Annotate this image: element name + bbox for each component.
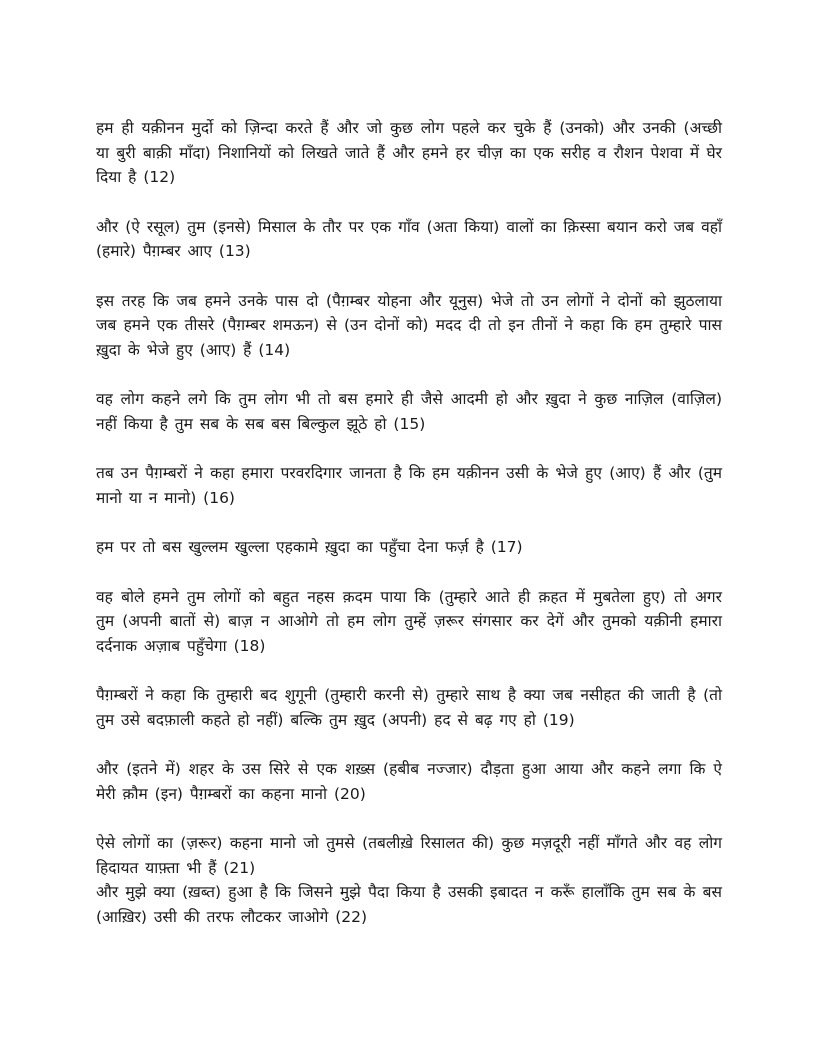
verse-22: और मुझे क्या (ख़ब्त) हुआ है कि जिसने मुझे पैदा किया है उसकी इबादत न करूँ हालाँकि तुम सब के बस (आख़िर) उसी की तरफ लौटकर जाओगे (22) bbox=[96, 883, 722, 926]
verse-12: हम ही यक़ीनन मुर्दो को ज़िन्दा करते हैं और जो कुछ लोग पहले कर चुके हैं (उनको) और उनकी (अच्छी या बुरी बाक़ी माँदा) निशानियों को लिखते जाते हैं और हमने हर चीज़ का एक सरीह व रौशन पेशवा में घेर दिया है (12) bbox=[96, 119, 722, 186]
document-page bbox=[96, 116, 722, 954]
verse-15: वह लोग कहने लगे कि तुम लोग भी तो बस हमारे ही जैसे आदमी हो और ख़ुदा ने कुछ नाज़िल (वाज़िल) नहीं किया है तुम सब के सब बस बिल्कुल झूठे हो (15) bbox=[96, 390, 722, 433]
verse-19: पैग़म्बरों ने कहा कि तुम्हारी बद शुगूनी (तुम्हारी करनी से) तुम्हारे साथ है क्या जब नसीहत की जाती है (तो तुम उसे बदफ़ाली कहते हो नहीं) बल्कि तुम ख़ुद (अपनी) हद से बढ़ गए हो (19) bbox=[96, 686, 722, 729]
verse-14: इस तरह कि जब हमने उनके पास दो (पैग़म्बर योहना और यूनुस) भेजे तो उन लोगों ने दोनों को झुठलाया जब हमने एक तीसरे (पैग़म्बर शमऊन) से (उन दोनों को) मदद दी तो इन तीनों ने कहा कि हम तुम्हारे पास ख़ुदा के भेजे हुए (आए) हैं (14) bbox=[96, 291, 722, 359]
verse-20: और (इतने में) शहर के उस सिरे से एक शख़्स (हबीब नज्जार) दौड़ता हुआ आया और कहने लगा कि ऐ मेरी क़ौम (इन) पैग़म्बरों का कहना मानो (20) bbox=[96, 760, 722, 803]
verse-18: वह बोले हमने तुम लोगों को बहुत नहस क़दम पाया कि (तुम्हारे आते ही क़हत में मुबतेला हुए) तो अगर तुम (अपनी बातों से) बाज़ न आओगे तो हम लोग तुम्हें ज़रूर संगसार कर देगें और तुमको यक़ीनी हमारा दर्दनाक अज़ाब पहुँचेगा (18) bbox=[96, 587, 722, 655]
verse-21: ऐसे लोगों का (ज़रूर) कहना मानो जो तुमसे (तबलीख़े रिसालत की) कुछ मज़दूरी नहीं माँगते और वह लोग हिदायत याफ़्ता भी हैं (21) bbox=[96, 834, 722, 877]
verse-16: तब उन पैग़म्बरों ने कहा हमारा परवरदिगार जानता है कि हम यक़ीनन उसी के भेजे हुए (आए) हैं और (तुम मानो या न मानो) (16) bbox=[96, 464, 722, 507]
verse-13: और (ऐ रसूल) तुम (इनसे) मिसाल के तौर पर एक गाँव (अता किया) वालों का क़िस्सा बयान करो जब वहाँ (हमारे) पैग़म्बर आए (13) bbox=[96, 217, 722, 260]
verse-17: हम पर तो बस खुल्लम खुल्ला एहकामे ख़ुदा का पहुँचा देना फर्ज़ है (17) bbox=[96, 538, 523, 556]
